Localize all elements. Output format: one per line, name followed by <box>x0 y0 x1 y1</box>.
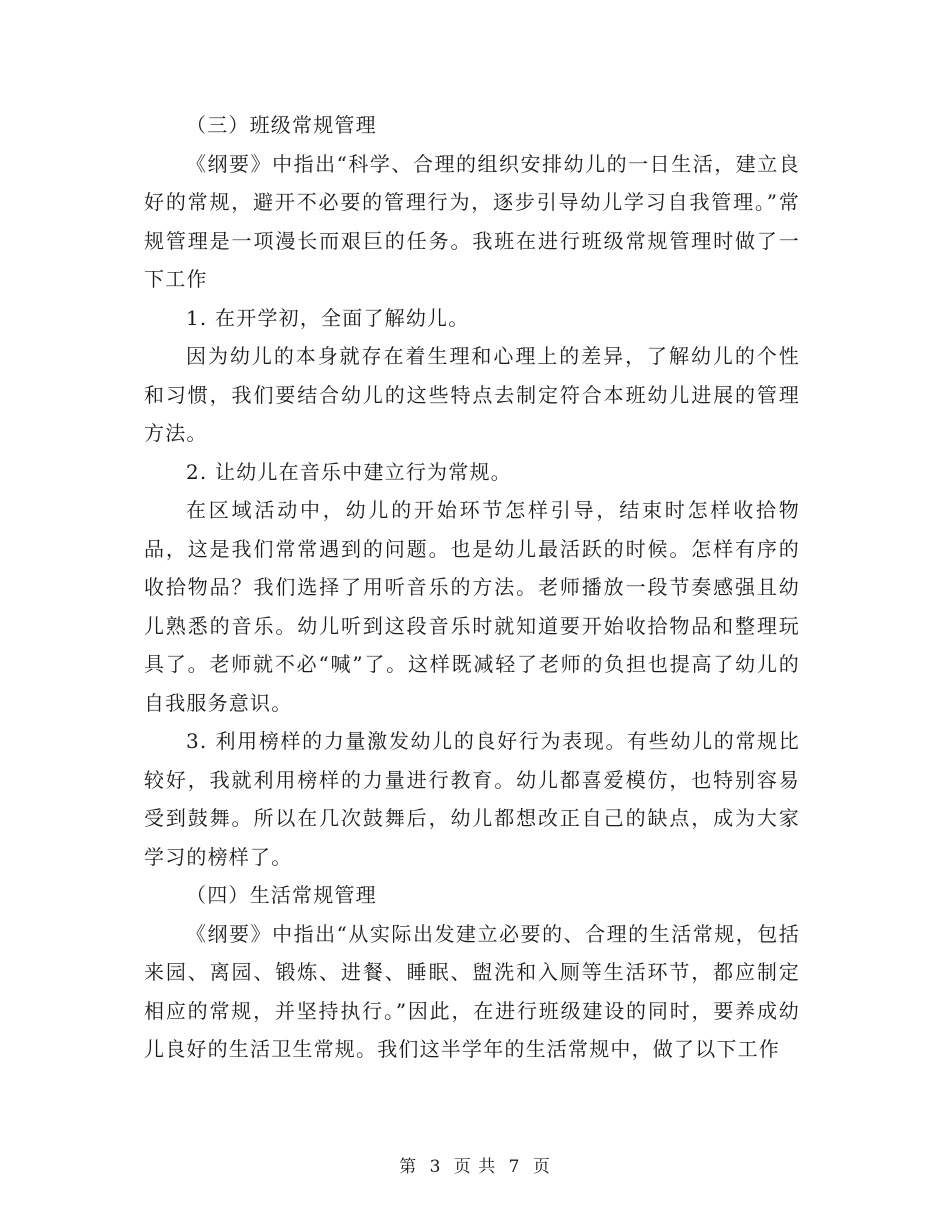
current-page-number: 3 <box>429 1157 442 1177</box>
list-item-1: 1. 在开学初，全面了解幼儿。 <box>186 305 470 330</box>
footer-prefix: 第 <box>399 1157 418 1177</box>
list-item-3: 3. 利用榜样的力量激发幼儿的良好行为表现。有些幼儿的常规比较好，我就利用榜样的力量进行教育。幼儿都喜爱模仿，也特别容易受到鼓舞。所以在几次鼓舞后，幼儿都想改正自己的缺点，成为大家学习的榜样了。 <box>144 729 800 869</box>
paragraph: 在区域活动中，幼儿的开始环节怎样引导，结束时怎样收拾物品，这是我们常常遇到的问题。也是幼儿最活跃的时候。怎样有序的收拾物品？我们选择了用听音乐的方法。老师播放一段节奏感强且幼儿熟悉的音乐。幼儿听到这段音乐时就知道要开始收拾物品和整理玩具了。老师就不必“喊”了。这样既减轻了老师的负担也提高了幼儿的自我服务意识。 <box>144 498 800 715</box>
footer-suffix: 页 <box>532 1157 551 1177</box>
section-heading-3: （三）班级常规管理 <box>186 113 377 137</box>
paragraph: 《纲要》中指出“从实际出发建立必要的、合理的生活常规，包括来园、离园、锻炼、进餐、睡眠、盥洗和入厕等生活环节，都应制定相应的常规，并坚持执行。”因此，在进行班级建设的同时，要养成幼儿良好的生活卫生常规。我们这半学年的生活常规中，做了以下工作 <box>144 921 800 1061</box>
section-heading-4: （四）生活常规管理 <box>186 883 377 907</box>
total-pages-number: 7 <box>508 1157 521 1177</box>
document-body <box>144 106 800 1069</box>
page-footer <box>0 1152 950 1177</box>
paragraph: 因为幼儿的本身就存在着生理和心理上的差异，了解幼儿的个性和习惯，我们要结合幼儿的这些特点去制定符合本班幼儿进展的管理方法。 <box>144 344 800 445</box>
list-item-2: 2. 让幼儿在音乐中建立行为常规。 <box>186 459 512 484</box>
footer-middle: 页 共 <box>453 1157 497 1177</box>
paragraph: 《纲要》中指出“科学、合理的组织安排幼儿的一日生活，建立良好的常规，避开不必要的管理行为，逐步引导幼儿学习自我管理。”常规管理是一项漫长而艰巨的任务。我班在进行班级常规管理时做了一下工作 <box>144 151 800 291</box>
